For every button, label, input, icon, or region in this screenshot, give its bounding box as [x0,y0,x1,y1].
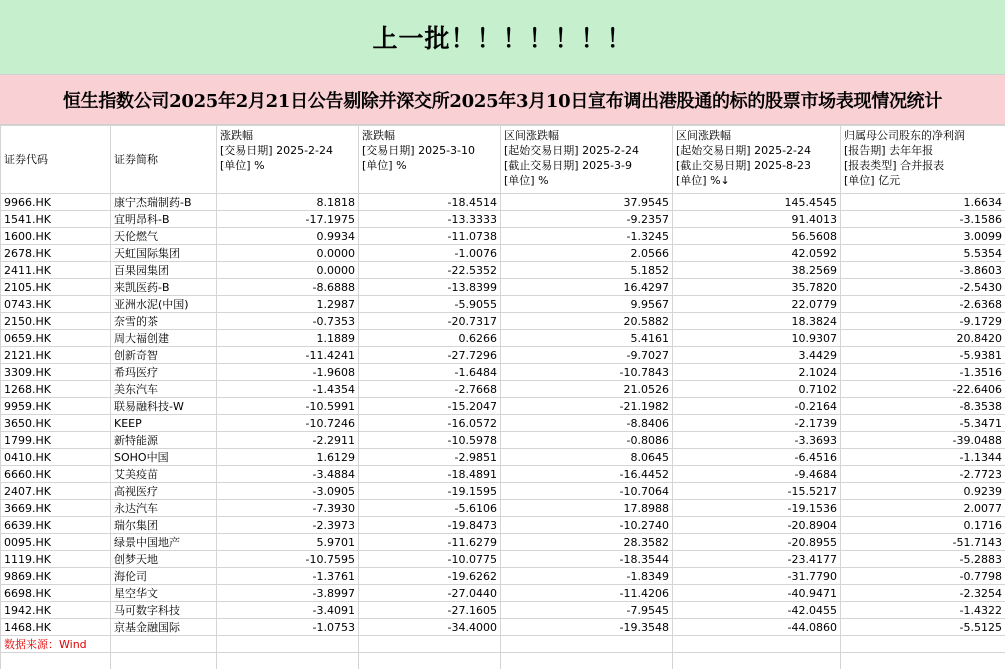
cell-code[interactable]: 2678.HK [1,245,111,262]
empty-row [1,653,1005,669]
cell-value[interactable]: -9.1729 [841,313,1005,330]
table-row [1,211,1005,228]
cell-name[interactable]: 联易融科技-W [111,398,217,415]
table-row [1,381,1005,398]
cell-value[interactable]: -21.1982 [501,398,673,415]
cell-code[interactable]: 1799.HK [1,432,111,449]
cell-value[interactable]: -5.5125 [841,619,1005,636]
cell-value[interactable]: -10.7843 [501,364,673,381]
cell-value[interactable]: 2.0566 [501,245,673,262]
table-row [1,398,1005,415]
cell-value[interactable]: -5.2883 [841,551,1005,568]
cell-code[interactable]: 1468.HK [1,619,111,636]
column-header[interactable] [1,126,111,194]
cell-name[interactable]: 百果园集团 [111,262,217,279]
cell-value[interactable]: 1.2987 [217,296,359,313]
header-line: 涨跌幅 [220,129,253,142]
cell-value[interactable]: 0.0000 [217,262,359,279]
cell-name[interactable]: 新特能源 [111,432,217,449]
data-table [0,125,1005,669]
data-source-note[interactable]: 数据来源：Wind [1,636,111,653]
table-row [1,330,1005,347]
cell-value[interactable]: -7.3930 [217,500,359,517]
header-line: [单位] 亿元 [844,174,901,187]
header-line: [单位] % [220,159,265,172]
cell-code[interactable]: 2407.HK [1,483,111,500]
cell-value[interactable]: -19.8473 [359,517,501,534]
table-row [1,194,1005,211]
header-line: [截止交易日期] 2025-8-23 [676,159,812,172]
cell-value[interactable]: 0.9239 [841,483,1005,500]
cell-value[interactable]: -51.7143 [841,534,1005,551]
column-header[interactable] [841,126,1005,194]
cell-value[interactable]: -1.4354 [217,381,359,398]
cell-value[interactable]: -5.6106 [359,500,501,517]
cell-code[interactable]: 2121.HK [1,347,111,364]
table-row [1,517,1005,534]
table-row [1,415,1005,432]
header-line: 证券简称 [114,153,158,166]
cell-value[interactable]: -15.5217 [673,483,841,500]
empty-cell[interactable] [359,636,501,653]
cell-code[interactable]: 0410.HK [1,449,111,466]
cell-value[interactable]: -1.3516 [841,364,1005,381]
cell-value[interactable]: -2.9851 [359,449,501,466]
cell-value[interactable]: 1.6129 [217,449,359,466]
cell-value[interactable]: 0.6266 [359,330,501,347]
column-header[interactable] [501,126,673,194]
cell-value[interactable]: 35.7820 [673,279,841,296]
cell-value[interactable]: 37.9545 [501,194,673,211]
cell-name[interactable]: 海伦司 [111,568,217,585]
cell-code[interactable]: 1268.HK [1,381,111,398]
cell-value[interactable]: 0.9934 [217,228,359,245]
empty-cell[interactable] [1,653,111,669]
cell-value[interactable]: -16.0572 [359,415,501,432]
table-row [1,500,1005,517]
cell-value[interactable]: -1.9608 [217,364,359,381]
header-row [1,126,1005,194]
cell-value[interactable]: 0.0000 [217,245,359,262]
cell-value[interactable]: -0.8086 [501,432,673,449]
cell-value[interactable]: -15.2047 [359,398,501,415]
cell-name[interactable]: SOHO中国 [111,449,217,466]
cell-value[interactable]: 5.5354 [841,245,1005,262]
cell-value[interactable]: -19.3548 [501,619,673,636]
cell-name[interactable]: 京基金融国际 [111,619,217,636]
cell-value[interactable]: -9.7027 [501,347,673,364]
header-line: [交易日期] 2025-2-24 [220,144,334,157]
cell-value[interactable]: -11.4241 [217,347,359,364]
cell-value[interactable]: -1.4322 [841,602,1005,619]
cell-value[interactable]: -9.4684 [673,466,841,483]
cell-value[interactable]: -3.0905 [217,483,359,500]
cell-value[interactable]: 16.4297 [501,279,673,296]
cell-value[interactable]: -42.0455 [673,602,841,619]
empty-cell[interactable] [217,653,359,669]
cell-value[interactable]: -1.0753 [217,619,359,636]
cell-value[interactable]: -2.5430 [841,279,1005,296]
cell-value[interactable]: -3.4884 [217,466,359,483]
cell-value[interactable]: -17.1975 [217,211,359,228]
cell-name[interactable]: 周大福创建 [111,330,217,347]
cell-value[interactable]: -9.2357 [501,211,673,228]
cell-code[interactable]: 6660.HK [1,466,111,483]
empty-cell[interactable] [111,636,217,653]
table-row [1,228,1005,245]
cell-code[interactable]: 2105.HK [1,279,111,296]
cell-value[interactable]: -18.4514 [359,194,501,211]
header-line: 涨跌幅 [362,129,395,142]
cell-name[interactable]: 美东汽车 [111,381,217,398]
subtitle-bar [0,75,1005,125]
cell-value[interactable]: -22.6406 [841,381,1005,398]
cell-code[interactable]: 1942.HK [1,602,111,619]
cell-value[interactable]: -2.2911 [217,432,359,449]
cell-name[interactable]: 永达汽车 [111,500,217,517]
table-row [1,534,1005,551]
empty-cell[interactable] [841,653,1005,669]
header-line: [报表类型] 合并报表 [844,159,945,172]
cell-name[interactable]: 天伦燃气 [111,228,217,245]
cell-value[interactable]: -40.9471 [673,585,841,602]
empty-cell[interactable] [111,653,217,669]
cell-code[interactable]: 3669.HK [1,500,111,517]
header-line: [单位] % [362,159,407,172]
header-line: [起始交易日期] 2025-2-24 [504,144,640,157]
empty-cell[interactable] [841,636,1005,653]
banner-title: 上一批！！！！！！！ [372,24,633,53]
cell-value[interactable]: 38.2569 [673,262,841,279]
banner [0,0,1005,75]
cell-value[interactable]: -11.4206 [501,585,673,602]
cell-name[interactable]: 瑞尔集团 [111,517,217,534]
cell-value[interactable]: -13.3333 [359,211,501,228]
cell-name[interactable]: 高视医疗 [111,483,217,500]
table-row [1,347,1005,364]
cell-value[interactable]: -23.4177 [673,551,841,568]
cell-value[interactable]: 56.5608 [673,228,841,245]
table-row [1,619,1005,636]
cell-value[interactable]: 17.8988 [501,500,673,517]
cell-value[interactable]: -3.3693 [673,432,841,449]
cell-value[interactable]: -1.0076 [359,245,501,262]
cell-value[interactable]: -39.0488 [841,432,1005,449]
table-row [1,466,1005,483]
cell-value[interactable]: 18.3824 [673,313,841,330]
cell-name[interactable]: 宜明昂科-B [111,211,217,228]
cell-value[interactable]: -3.8997 [217,585,359,602]
cell-value[interactable]: 28.3582 [501,534,673,551]
cell-value[interactable]: -3.1586 [841,211,1005,228]
cell-value[interactable]: -27.1605 [359,602,501,619]
cell-code[interactable]: 1119.HK [1,551,111,568]
cell-value[interactable]: -2.7723 [841,466,1005,483]
header-line: [单位] % [504,174,549,187]
cell-code[interactable]: 0095.HK [1,534,111,551]
cell-value[interactable]: -16.4452 [501,466,673,483]
cell-value[interactable]: -27.7296 [359,347,501,364]
cell-value[interactable]: 42.0592 [673,245,841,262]
empty-cell[interactable] [501,636,673,653]
table-row [1,262,1005,279]
cell-value[interactable]: -2.7668 [359,381,501,398]
cell-value[interactable]: 145.4545 [673,194,841,211]
cell-value[interactable]: -10.2740 [501,517,673,534]
table-row [1,313,1005,330]
table-row [1,245,1005,262]
table-row [1,449,1005,466]
cell-value[interactable]: -19.1536 [673,500,841,517]
cell-value[interactable]: -2.1739 [673,415,841,432]
cell-code[interactable]: 1541.HK [1,211,111,228]
cell-value[interactable]: 8.1818 [217,194,359,211]
cell-value[interactable]: 1.1889 [217,330,359,347]
table-row [1,568,1005,585]
cell-code[interactable]: 3650.HK [1,415,111,432]
cell-value[interactable]: -11.6279 [359,534,501,551]
cell-value[interactable]: 3.4429 [673,347,841,364]
table-row [1,296,1005,313]
source-row [1,636,1005,653]
cell-value[interactable]: 1.6634 [841,194,1005,211]
cell-value[interactable]: -8.8406 [501,415,673,432]
cell-value[interactable]: -5.9381 [841,347,1005,364]
cell-value[interactable]: 0.1716 [841,517,1005,534]
cell-value[interactable]: -1.8349 [501,568,673,585]
cell-value[interactable]: -1.3245 [501,228,673,245]
cell-value[interactable]: 2.1024 [673,364,841,381]
cell-name[interactable]: 艾美疫苗 [111,466,217,483]
cell-value[interactable]: -44.0860 [673,619,841,636]
table-row [1,483,1005,500]
cell-value[interactable]: 21.0526 [501,381,673,398]
cell-code[interactable]: 6698.HK [1,585,111,602]
cell-value[interactable]: -27.0440 [359,585,501,602]
cell-name[interactable]: 亚洲水泥(中国) [111,296,217,313]
cell-name[interactable]: 奈雪的茶 [111,313,217,330]
cell-value[interactable]: -31.7790 [673,568,841,585]
empty-cell[interactable] [673,653,841,669]
cell-value[interactable]: -11.0738 [359,228,501,245]
header-line: [交易日期] 2025-3-10 [362,144,476,157]
cell-value[interactable]: -19.6262 [359,568,501,585]
cell-code[interactable]: 6639.HK [1,517,111,534]
cell-value[interactable]: 20.8420 [841,330,1005,347]
cell-code[interactable]: 1600.HK [1,228,111,245]
cell-value[interactable]: 10.9307 [673,330,841,347]
cell-name[interactable]: 康宁杰瑞制药-B [111,194,217,211]
header-line: [截止交易日期] 2025-3-9 [504,159,633,172]
cell-name[interactable]: 来凯医药-B [111,279,217,296]
header-line: 区间涨跌幅 [504,129,559,142]
cell-code[interactable]: 2411.HK [1,262,111,279]
column-header[interactable] [217,126,359,194]
cell-value[interactable]: -10.7064 [501,483,673,500]
cell-name[interactable]: 创梦天地 [111,551,217,568]
cell-code[interactable]: 3309.HK [1,364,111,381]
cell-code[interactable]: 9966.HK [1,194,111,211]
cell-value[interactable]: 5.4161 [501,330,673,347]
cell-value[interactable]: -5.3471 [841,415,1005,432]
subtitle-title: 恒生指数公司2025年2月21日公告剔除并深交所2025年3月10日宣布调出港股通的标的股票市场表现情况统计 [62,90,943,112]
cell-value[interactable]: -6.4516 [673,449,841,466]
table-row [1,551,1005,568]
cell-value[interactable]: -5.9055 [359,296,501,313]
cell-code[interactable]: 2150.HK [1,313,111,330]
cell-value[interactable]: -13.8399 [359,279,501,296]
cell-value[interactable]: 2.0077 [841,500,1005,517]
cell-code[interactable]: 9959.HK [1,398,111,415]
cell-value[interactable]: -2.3254 [841,585,1005,602]
header-line: 区间涨跌幅 [676,129,731,142]
table-row [1,364,1005,381]
cell-value[interactable]: 20.5882 [501,313,673,330]
table-row [1,432,1005,449]
cell-value[interactable]: 3.0099 [841,228,1005,245]
cell-value[interactable]: -34.4000 [359,619,501,636]
cell-name[interactable]: KEEP [111,415,217,432]
cell-value[interactable]: -20.8904 [673,517,841,534]
cell-value[interactable]: -1.3761 [217,568,359,585]
cell-name[interactable]: 希玛医疗 [111,364,217,381]
column-header[interactable] [111,126,217,194]
cell-value[interactable]: -7.9545 [501,602,673,619]
cell-value[interactable]: -2.6368 [841,296,1005,313]
header-line: [单位] %↓ [676,174,730,187]
empty-cell[interactable] [673,636,841,653]
cell-value[interactable]: -10.7595 [217,551,359,568]
cell-value[interactable]: -18.4891 [359,466,501,483]
cell-value[interactable]: 5.9701 [217,534,359,551]
cell-value[interactable]: -10.0775 [359,551,501,568]
cell-value[interactable]: -10.7246 [217,415,359,432]
empty-cell[interactable] [501,653,673,669]
cell-value[interactable]: -0.7353 [217,313,359,330]
cell-name[interactable]: 马可数字科技 [111,602,217,619]
cell-value[interactable]: 91.4013 [673,211,841,228]
cell-value[interactable]: 0.7102 [673,381,841,398]
cell-code[interactable]: 9869.HK [1,568,111,585]
cell-value[interactable]: -1.6484 [359,364,501,381]
cell-value[interactable]: -20.8955 [673,534,841,551]
header-line: [报告期] 去年年报 [844,144,934,157]
cell-value[interactable]: -8.3538 [841,398,1005,415]
cell-value[interactable]: -10.5991 [217,398,359,415]
cell-value[interactable]: -3.4091 [217,602,359,619]
cell-name[interactable]: 星空华文 [111,585,217,602]
cell-value[interactable]: -0.2164 [673,398,841,415]
table-row [1,585,1005,602]
cell-value[interactable]: 9.9567 [501,296,673,313]
cell-value[interactable]: -10.5978 [359,432,501,449]
cell-code[interactable]: 0659.HK [1,330,111,347]
cell-value[interactable]: -1.1344 [841,449,1005,466]
cell-code[interactable]: 0743.HK [1,296,111,313]
cell-value[interactable]: -8.6888 [217,279,359,296]
table-row [1,279,1005,296]
cell-value[interactable]: -2.3973 [217,517,359,534]
cell-name[interactable]: 天虹国际集团 [111,245,217,262]
header-line: 证券代码 [4,153,48,166]
cell-name[interactable]: 创新奇智 [111,347,217,364]
cell-value[interactable]: -19.1595 [359,483,501,500]
empty-cell[interactable] [217,636,359,653]
empty-cell[interactable] [359,653,501,669]
cell-value[interactable]: -20.7317 [359,313,501,330]
cell-value[interactable]: -18.3544 [501,551,673,568]
cell-name[interactable]: 绿景中国地产 [111,534,217,551]
column-header[interactable] [673,126,841,194]
cell-value[interactable]: -22.5352 [359,262,501,279]
table-row [1,602,1005,619]
header-line: 归属母公司股东的净利润 [844,129,965,142]
column-header[interactable] [359,126,501,194]
cell-value[interactable]: 8.0645 [501,449,673,466]
cell-value[interactable]: 5.1852 [501,262,673,279]
header-line: [起始交易日期] 2025-2-24 [676,144,812,157]
cell-value[interactable]: -0.7798 [841,568,1005,585]
cell-value[interactable]: 22.0779 [673,296,841,313]
cell-value[interactable]: -3.8603 [841,262,1005,279]
